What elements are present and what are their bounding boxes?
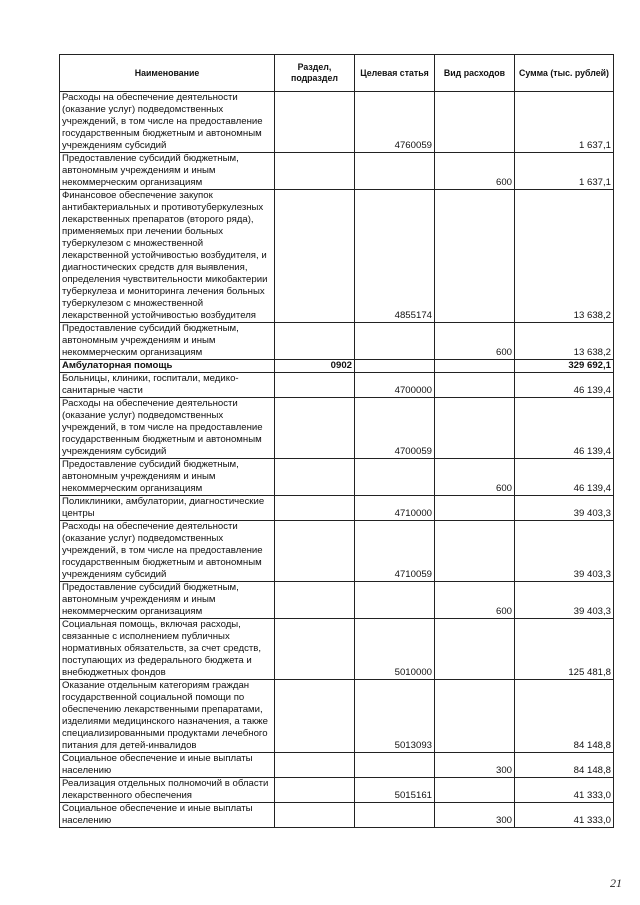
section-cell bbox=[275, 92, 355, 153]
target-cell bbox=[355, 753, 435, 778]
sum-cell: 13 638,2 bbox=[515, 190, 614, 323]
target-cell: 4700000 bbox=[355, 373, 435, 398]
section-cell bbox=[275, 753, 355, 778]
header-target: Целевая статья bbox=[355, 55, 435, 92]
sum-cell: 329 692,1 bbox=[515, 360, 614, 373]
sum-cell: 13 638,2 bbox=[515, 323, 614, 360]
section-cell bbox=[275, 153, 355, 190]
name-cell: Предоставление субсидий бюджетным, автономным учреждениям и иным некоммерческим организациям bbox=[60, 582, 275, 619]
section-cell bbox=[275, 803, 355, 828]
target-cell bbox=[355, 153, 435, 190]
target-cell: 4855174 bbox=[355, 190, 435, 323]
sum-cell: 84 148,8 bbox=[515, 680, 614, 753]
table-row bbox=[60, 190, 614, 323]
table-row bbox=[60, 373, 614, 398]
name-cell: Оказание отдельным категориям граждан государственной социальной помощи по обеспечению лекарственными препаратами, изделиями медицинского назначения, а также специализированными продуктами лечебного питания для детей-инвалидов bbox=[60, 680, 275, 753]
table-row bbox=[60, 803, 614, 828]
name-cell: Социальное обеспечение и иные выплаты населению bbox=[60, 753, 275, 778]
name-cell: Больницы, клиники, госпитали, медико-санитарные части bbox=[60, 373, 275, 398]
name-cell: Амбулаторная помощь bbox=[60, 360, 275, 373]
table-row bbox=[60, 360, 614, 373]
sum-cell: 1 637,1 bbox=[515, 92, 614, 153]
table-row bbox=[60, 496, 614, 521]
sum-cell: 39 403,3 bbox=[515, 496, 614, 521]
kind-cell bbox=[435, 496, 515, 521]
section-cell bbox=[275, 778, 355, 803]
sum-cell: 125 481,8 bbox=[515, 619, 614, 680]
name-cell: Финансовое обеспечение закупок антибактериальных и противотуберкулезных лекарственных препаратов (второго ряда), применяемых при лечении больных туберкулезом с множественной лекарственной устойчивостью возбудителя, и диагностических средств для выявления, определения чувствительности микобактерии туберкулеза и мониторинга лечения больных туберкулезом с множественной лекарственной устойчивостью возбудителя bbox=[60, 190, 275, 323]
name-cell: Реализация отдельных полномочий в области лекарственного обеспечения bbox=[60, 778, 275, 803]
kind-cell: 300 bbox=[435, 803, 515, 828]
kind-cell bbox=[435, 373, 515, 398]
header-kind: Вид расходов bbox=[435, 55, 515, 92]
target-cell: 4760059 bbox=[355, 92, 435, 153]
budget-table bbox=[59, 54, 614, 828]
target-cell bbox=[355, 459, 435, 496]
table-row bbox=[60, 778, 614, 803]
kind-cell bbox=[435, 190, 515, 323]
table-body bbox=[60, 92, 614, 828]
header-sum: Сумма (тыс. рублей) bbox=[515, 55, 614, 92]
section-cell bbox=[275, 398, 355, 459]
target-cell bbox=[355, 360, 435, 373]
name-cell: Предоставление субсидий бюджетным, автономным учреждениям и иным некоммерческим организациям bbox=[60, 459, 275, 496]
sum-cell: 41 333,0 bbox=[515, 803, 614, 828]
target-cell: 5010000 bbox=[355, 619, 435, 680]
kind-cell: 600 bbox=[435, 582, 515, 619]
target-cell: 5013093 bbox=[355, 680, 435, 753]
name-cell: Поликлиники, амбулатории, диагностические центры bbox=[60, 496, 275, 521]
section-cell bbox=[275, 496, 355, 521]
name-cell: Расходы на обеспечение деятельности (оказание услуг) подведомственных учреждений, в том числе на предоставление государственным бюджетным и автономным учреждениям субсидий bbox=[60, 521, 275, 582]
section-cell bbox=[275, 619, 355, 680]
kind-cell bbox=[435, 680, 515, 753]
kind-cell: 300 bbox=[435, 753, 515, 778]
table-row bbox=[60, 398, 614, 459]
section-cell bbox=[275, 582, 355, 619]
kind-cell: 600 bbox=[435, 323, 515, 360]
table-row bbox=[60, 619, 614, 680]
kind-cell bbox=[435, 360, 515, 373]
name-cell: Расходы на обеспечение деятельности (оказание услуг) подведомственных учреждений, в том числе на предоставление государственным бюджетным и автономным учреждениям субсидий bbox=[60, 92, 275, 153]
kind-cell bbox=[435, 92, 515, 153]
table-row bbox=[60, 323, 614, 360]
kind-cell bbox=[435, 521, 515, 582]
table-row bbox=[60, 582, 614, 619]
name-cell: Предоставление субсидий бюджетным, автономным учреждениям и иным некоммерческим организациям bbox=[60, 153, 275, 190]
kind-cell: 600 bbox=[435, 459, 515, 496]
sum-cell: 39 403,3 bbox=[515, 521, 614, 582]
sum-cell: 1 637,1 bbox=[515, 153, 614, 190]
table-header bbox=[60, 55, 614, 92]
section-cell bbox=[275, 190, 355, 323]
header-section: Раздел, подраздел bbox=[275, 55, 355, 92]
sum-cell: 84 148,8 bbox=[515, 753, 614, 778]
sum-cell: 46 139,4 bbox=[515, 373, 614, 398]
name-cell: Социальная помощь, включая расходы, связанные с исполнением публичных нормативных обязательств, за счет средств, поступающих из федерального бюджета и внебюджетных фондов bbox=[60, 619, 275, 680]
kind-cell bbox=[435, 619, 515, 680]
target-cell: 4710059 bbox=[355, 521, 435, 582]
table-row bbox=[60, 753, 614, 778]
name-cell: Предоставление субсидий бюджетным, автономным учреждениям и иным некоммерческим организациям bbox=[60, 323, 275, 360]
table-row bbox=[60, 680, 614, 753]
target-cell bbox=[355, 582, 435, 619]
sum-cell: 46 139,4 bbox=[515, 459, 614, 496]
table-row bbox=[60, 153, 614, 190]
target-cell: 4710000 bbox=[355, 496, 435, 521]
section-cell bbox=[275, 459, 355, 496]
name-cell: Расходы на обеспечение деятельности (оказание услуг) подведомственных учреждений, в том числе на предоставление государственным бюджетным и автономным учреждениям субсидий bbox=[60, 398, 275, 459]
page-number: 21 bbox=[610, 876, 622, 890]
section-cell bbox=[275, 323, 355, 360]
header-name: Наименование bbox=[60, 55, 275, 92]
kind-cell bbox=[435, 398, 515, 459]
target-cell bbox=[355, 323, 435, 360]
section-cell bbox=[275, 521, 355, 582]
sum-cell: 46 139,4 bbox=[515, 398, 614, 459]
section-cell: 0902 bbox=[275, 360, 355, 373]
target-cell: 5015161 bbox=[355, 778, 435, 803]
section-cell bbox=[275, 680, 355, 753]
section-cell bbox=[275, 373, 355, 398]
target-cell bbox=[355, 803, 435, 828]
sum-cell: 41 333,0 bbox=[515, 778, 614, 803]
sum-cell: 39 403,3 bbox=[515, 582, 614, 619]
target-cell: 4700059 bbox=[355, 398, 435, 459]
table-row bbox=[60, 459, 614, 496]
kind-cell bbox=[435, 778, 515, 803]
name-cell: Социальное обеспечение и иные выплаты населению bbox=[60, 803, 275, 828]
kind-cell: 600 bbox=[435, 153, 515, 190]
table-row bbox=[60, 92, 614, 153]
table-row bbox=[60, 521, 614, 582]
